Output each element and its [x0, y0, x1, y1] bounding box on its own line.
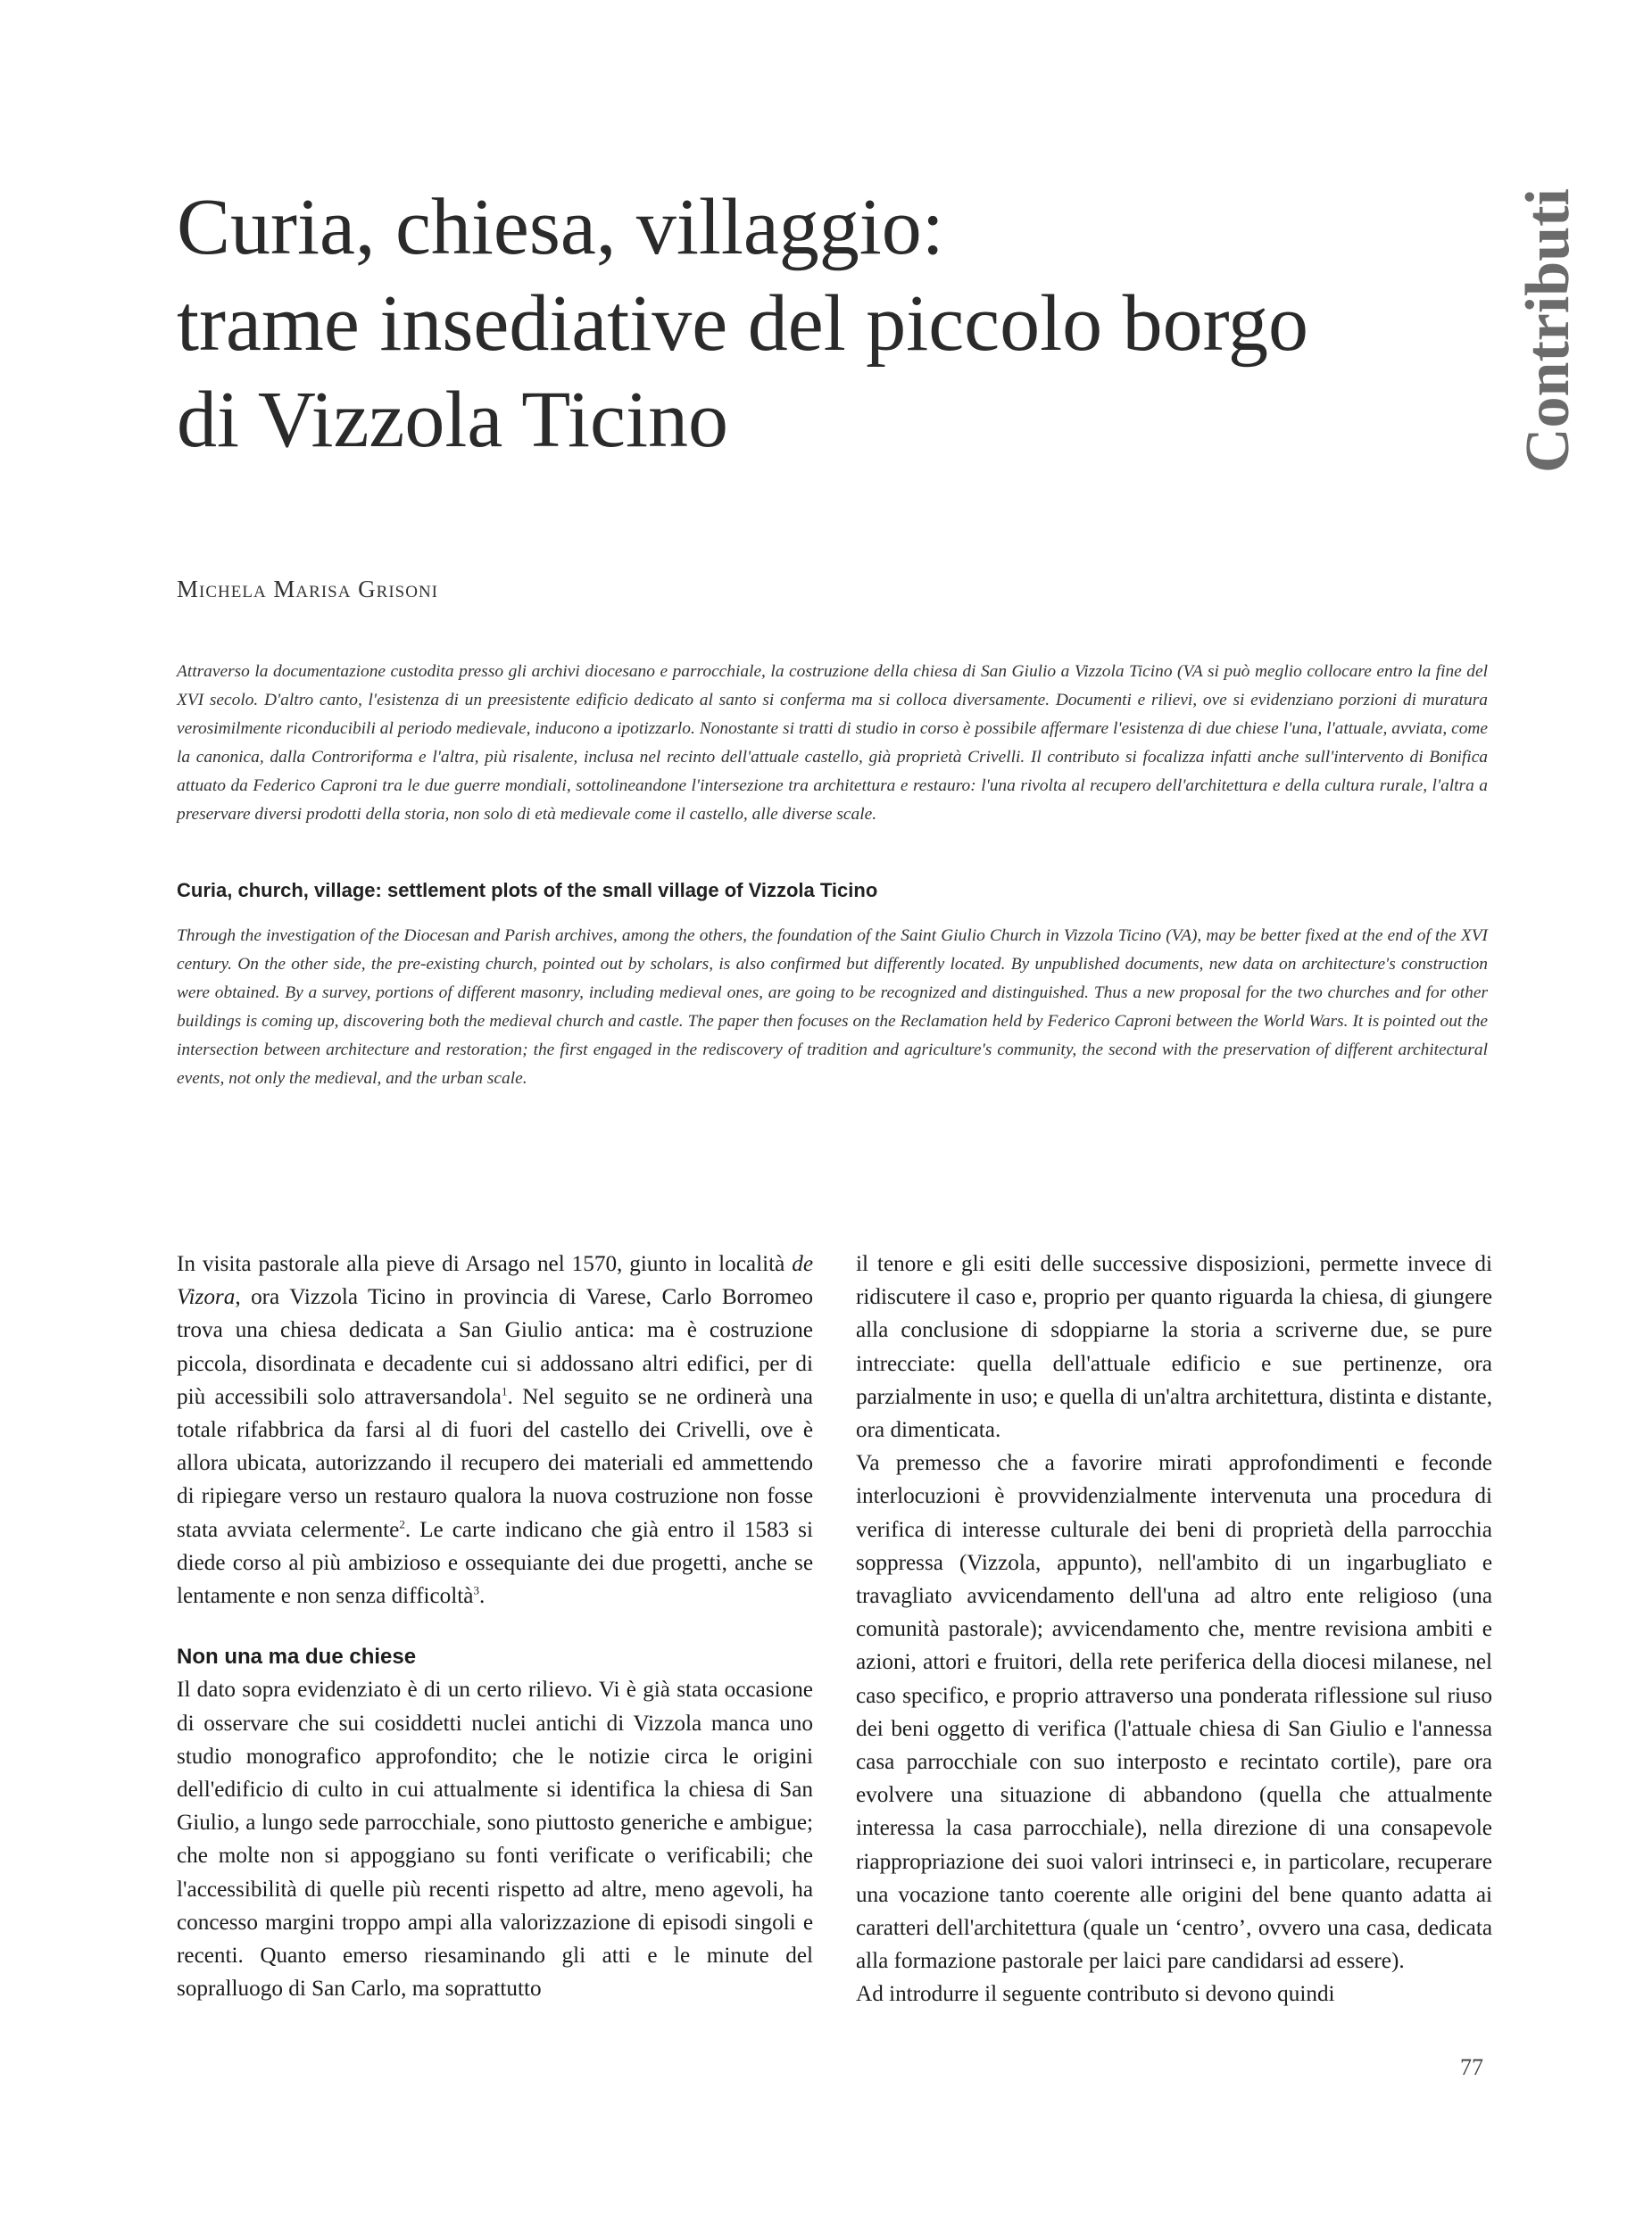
body-paragraph: Ad introdurre il seguente contributo si devono quindi — [856, 1982, 1335, 2007]
section-heading: Non una ma due chiese — [177, 1645, 417, 1670]
body-paragraph: Va premesso che a favorire mirati approfondimenti e feconde interlocuzioni è provvidenzialmente intervenuta una procedura di verifica di interesse culturale dei beni di proprietà della parrocchia soppressa (Vizzola, appunto), nell'ambito di un ingarbugliato e travagliato avvicendamento dell'una ad altro ente religioso (una comunità pastorale); avvicendamento che, mentre revisiona ambiti e azioni, attori e fruitori, della rete periferica della diocesi milanese, nel caso specifico, e proprio attraverso una ponderata riflessione sul riuso dei beni oggetto di verifica (l'attuale chiesa di San Giulio e l'annessa casa parrocchiale con suo interposto e recintato cortile), pare ora evolvere una situazione di abbandono (quella che attualmente interessa la casa parrocchiale), nella direzione di una consapevole riappropriazione dei suoi valori intrinseci e, in particolare, recuperare una vocazione tanto coerente alle origini del bene quanto adatta ai caratteri dell'architettura (quale un ‘centro’, ovvero una casa, dedicata alla formazione pastorale per laici pare candidarsi ad essere). — [856, 1451, 1492, 1974]
abstract-italian: Attraverso la documentazione custodita presso gli archivi diocesano e parrocchiale, la costruzione della chiesa di San Giulio a Vizzola Ticino (VA si può meglio collocare entro la fine del XVI secolo. D'altro canto, l'esistenza di un preesistente edificio dedicato al santo si conferma ma si colloca diversamente. Documenti e rilievi, ove si evidenziano porzioni di muratura verosimilmente riconducibili al periodo medievale, inducono a ipotizzarlo. Nonostante si tratti di studio in corso è possibile affermare l'esistenza di due chiese l'una, l'attuale, avviata, come la canonica, dalla Controriforma e l'altra, più risalente, inclusa nel recinto dell'attuale castello, già proprietà Crivelli. Il contributo si focalizza infatti anche sull'intervento di Bonifica attuato da Federico Caproni tra le due guerre mondiali, sottolineandone l'intersezione tra architettura e restauro: l'una rivolta al recupero dell'architettura e della cultura rurale, l'altra a preservare diversi prodotti della storia, non solo di età medievale come il castello, alle diverse scale. — [177, 662, 1488, 824]
text-run: In visita pastorale alla pieve di Arsago nel 1570, giunto in località — [177, 1252, 793, 1276]
footnote-ref[interactable]: 2 — [399, 1517, 405, 1531]
body-paragraph: Il dato sopra evidenziato è di un certo rilievo. Vi è già stata occasione di osservare che sui cosiddetti nuclei antichi di Vizzola manca uno studio monografico approfondito; che le notizie circa le origini dell'edificio di culto in cui attualmente si identifica la chiesa di San Giulio, a lungo sede parrocchiale, sono piuttosto generiche e ambigue; che molte non si appoggiano su fonti verificate o verificabili; che l'accessibilità di quelle più recenti rispetto ad altre, meno agevoli, ha concesso margini troppo ampi alla valorizzazione di episodi singoli e recenti. Quanto emerso riesaminando gli atti e le minute del sopralluogo di San Carlo, ma soprattutto — [177, 1678, 813, 2002]
italic-run: de Vizora — [177, 1252, 813, 1310]
body-paragraph: il tenore e gli esiti delle successive disposizioni, permette invece di ridiscutere il caso e, proprio per quanto riguarda la chiesa, di giungere alla conclusione di sdoppiarne la storia a scriverne due, se pure intrecciate: quella dell'attuale edificio e sue pertinenze, ora parzialmente in uso; e quella di un'altra architettura, distinta e distante, ora dimenticata. — [856, 1252, 1492, 1443]
body-column-right — [856, 1248, 1492, 2011]
footnote-ref[interactable]: 3 — [473, 1583, 479, 1597]
author-name: Michela Marisa Grisoni — [177, 576, 439, 602]
body-paragraph — [177, 1248, 813, 1613]
body-column-left — [177, 1248, 813, 2005]
text-run: . Nel seguito se ne ordinerà una totale rifabbrica da farsi al di fuori del castello dei Crivelli, ove è allora ubicata, autorizzando il recupero dei materiali ed ammettendo di ripiegare verso un restauro qualora la nuova costruzione non fosse stata avviata celermente — [177, 1384, 813, 1542]
text-run: . — [478, 1584, 486, 1609]
abstract-english: Through the investigation of the Diocesan and Parish archives, among the others, the foundation of the Saint Giulio Church in Vizzola Ticino (VA), may be better fixed at the end of the XVI century. On the other side, the pre-existing church, pointed out by scholars, is also confirmed but differently located. By unpublished documents, new data on architecture's construction were obtained. By a survey, portions of different masonry, including medieval ones, are going to be recognized and distinguished. Thus a new proposal for the two churches and for other buildings is coming up, discovering both the medieval church and castle. The paper then focuses on the Reclamation held by Federico Caproni between the World Wars. It is pointed out the intersection between architecture and restoration; the first engaged in the rediscovery of tradition and agriculture's community, the second with the preservation of different architectural events, not only the medieval, and the urban scale. — [177, 926, 1488, 1088]
footnote-ref[interactable]: 1 — [501, 1384, 508, 1398]
page-number: 77 — [1460, 2054, 1483, 2080]
article-title-line-2: trame insediative del piccolo borgo — [177, 279, 1308, 368]
section-label: Contributi — [1514, 188, 1582, 473]
english-title: Curia, church, village: settlement plots of the small village of Vizzola Ticino — [177, 879, 878, 901]
text-run: , ora Vizzola Ticino in provincia di Varese, Carlo Borromeo trova una chiesa dedicata a San Giulio antica: ma è costruzione piccola, disordinata e decadente cui si addossano altri edifici, per di più accessibili solo attraversandola — [177, 1285, 813, 1409]
text-run: . Le carte indicano che già entro il 1583 si diede corso al più ambizioso e ossequiante dei due progetti, anche se lentamente e non senza difficoltà — [177, 1517, 813, 1609]
article-title-line-1: Curia, chiesa, villaggio: — [177, 183, 944, 271]
article-title-line-3: di Vizzola Ticino — [177, 376, 728, 464]
